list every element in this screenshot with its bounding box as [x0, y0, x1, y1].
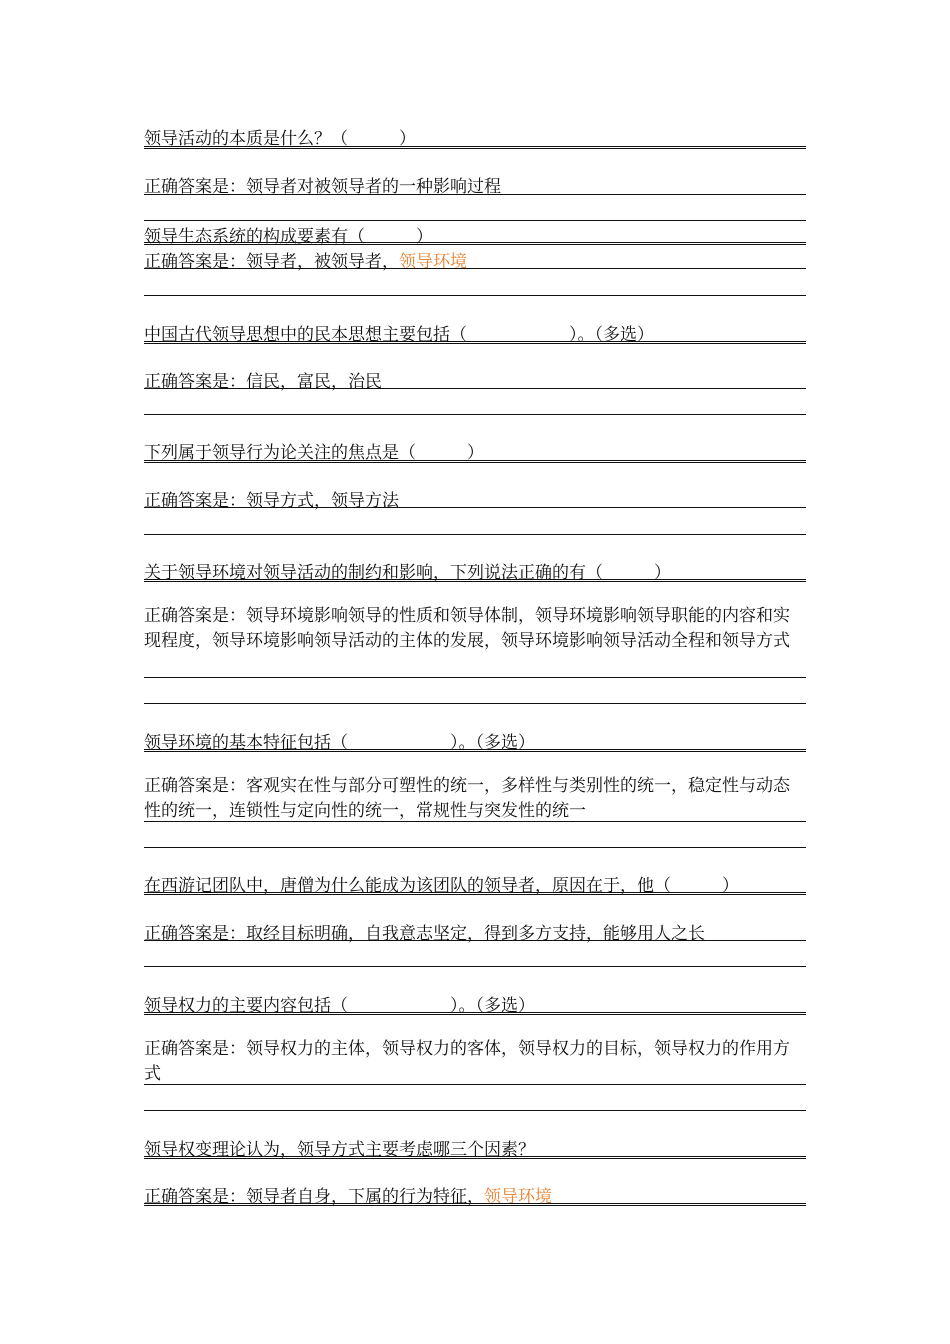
- answer-text: 领导者，被领导者，: [246, 252, 399, 272]
- question-7: 在西游记团队中，唐僧为什么能成为该团队的领导者，原因在于，他（ ）: [144, 876, 739, 896]
- answer-prefix: 正确答案是：: [144, 491, 246, 511]
- answer-text: 取经目标明确，自我意志坚定，得到多方支持，能够用人之长: [246, 924, 705, 944]
- answer-prefix: 正确答案是：: [144, 177, 246, 197]
- answer-prefix: 正确答案是：: [144, 924, 246, 944]
- answer-8: [144, 1037, 806, 1087]
- question-4: 下列属于领导行为论关注的焦点是（ ）: [144, 443, 484, 463]
- answer-prefix: 正确答案是：: [144, 372, 246, 392]
- rule-single: [144, 534, 806, 535]
- rule-single: [144, 847, 806, 848]
- rule-single: [144, 703, 806, 704]
- rule-single: [144, 821, 806, 822]
- answer-text: 领导环境影响领导的性质和领导体制，领导环境影响领导职能的内容和实现程度，领导环境影响领导活动的主体的发展，领导环境影响领导活动全程和领导方式: [144, 606, 790, 651]
- rule-double: [144, 1203, 806, 1206]
- rule-double: [144, 892, 806, 895]
- rule-double: [144, 579, 806, 582]
- answer-prefix: 正确答案是：: [144, 252, 246, 272]
- answer-prefix: 正确答案是：: [144, 1039, 246, 1059]
- answer-text: 客观实在性与部分可塑性的统一，多样性与类别性的统一，稳定性与动态性的统一，连锁性与定向性的统一，常规性与突发性的统一: [144, 776, 790, 821]
- rule-single: [144, 1110, 806, 1111]
- answer-highlight: 领导环境: [399, 252, 467, 272]
- rule-single: [144, 414, 806, 415]
- rule-single: [144, 677, 806, 678]
- rule-double: [144, 749, 806, 752]
- answer-highlight: 领导环境: [484, 1187, 552, 1207]
- rule-single: [144, 966, 806, 967]
- answer-text: 领导权力的主体，领导权力的客体，领导权力的目标，领导权力的作用方式: [144, 1039, 790, 1084]
- question-8: 领导权力的主要内容包括（ ）。（多选）: [144, 996, 535, 1016]
- rule-double: [144, 1012, 806, 1015]
- answer-text: 领导者对被领导者的一种影响过程: [246, 177, 501, 197]
- answer-text: 领导者自身，下属的行为特征，: [246, 1187, 484, 1207]
- rule-single: [144, 220, 806, 221]
- rule-double: [144, 460, 806, 463]
- rule-single: [144, 507, 806, 508]
- answer-text: 信民，富民，治民: [246, 372, 382, 392]
- answer-text: 领导方式，领导方法: [246, 491, 399, 511]
- answer-prefix: 正确答案是：: [144, 776, 246, 796]
- question-5: 关于领导环境对领导活动的制约和影响，下列说法正确的有（ ）: [144, 563, 671, 583]
- rule-single: [144, 194, 806, 195]
- rule-single: [144, 1084, 806, 1085]
- rule-single: [144, 388, 806, 389]
- rule-double: [144, 146, 806, 149]
- rule-single: [144, 940, 806, 941]
- question-2: 领导生态系统的构成要素有（ ）: [144, 227, 433, 247]
- rule-single: [144, 268, 806, 269]
- answer-6: [144, 774, 806, 824]
- rule-double: [144, 341, 806, 344]
- answer-prefix: 正确答案是：: [144, 606, 246, 626]
- question-3: 中国古代领导思想中的民本思想主要包括（ ）。（多选）: [144, 325, 654, 345]
- answer-prefix: 正确答案是：: [144, 1187, 246, 1207]
- rule-single: [144, 295, 806, 296]
- rule-double: [144, 242, 806, 245]
- question-1: 领导活动的本质是什么？（ ）: [144, 129, 416, 149]
- answer-5: [144, 604, 806, 654]
- question-9: 领导权变理论认为，领导方式主要考虑哪三个因素？: [144, 1140, 535, 1160]
- question-6: 领导环境的基本特征包括（ ）。（多选）: [144, 733, 535, 753]
- rule-double: [144, 1156, 806, 1159]
